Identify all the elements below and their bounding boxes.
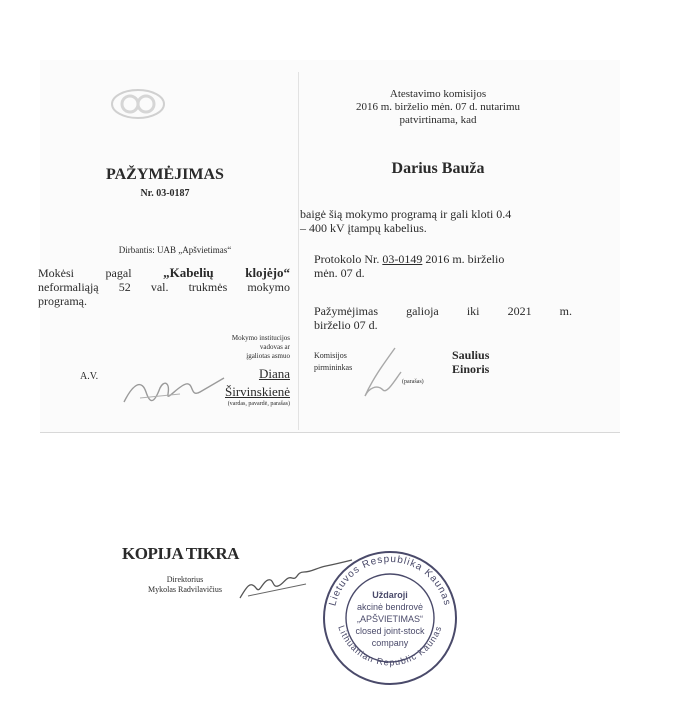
stamp-line-4: closed joint-stock <box>355 626 425 636</box>
stamp-line-5: company <box>371 638 409 648</box>
seal-placeholder-label: A.V. <box>80 371 99 382</box>
sign-caption: (parašas) <box>402 379 424 385</box>
commission-label <box>314 350 352 374</box>
chair-last-name: Einoris <box>452 362 490 376</box>
signature-right <box>355 344 415 404</box>
stamp-line-2: akcinė bendrovė <box>356 602 424 612</box>
stamp-line-1: Uždaroji <box>372 590 408 600</box>
course-paragraph <box>38 266 290 308</box>
protocol-prefix: Protokolo Nr. <box>314 252 380 266</box>
copy-role: Direktorius <box>166 575 204 584</box>
copy-signer <box>130 575 240 595</box>
course-line-3: programą. <box>38 294 87 308</box>
commission-header <box>318 88 558 127</box>
certificate-title: PAŽYMĖJIMAS <box>106 166 224 183</box>
institution-block <box>150 334 290 361</box>
chair-name <box>452 348 489 376</box>
protocol-suffix: 2016 m. birželio <box>425 252 505 266</box>
issuer-line: Dirbantis: UAB „Apšvietimas“ <box>118 245 232 255</box>
signer-first-name: Diana <box>258 366 290 381</box>
stamp-outer-text: Lietuvos Respublika Kaunas <box>327 553 453 608</box>
stamp-bottom-text: Lithuanian Republic Kaunas <box>336 624 444 668</box>
validity-paragraph <box>314 304 572 332</box>
course-word-2: pagal <box>105 266 132 280</box>
protocol-number: 03-0149 <box>382 252 423 266</box>
completion-paragraph <box>300 207 562 235</box>
completion-line-2: – 400 kV įtampų kabelius. <box>300 221 427 235</box>
institution-line-2: vadovas ar <box>259 343 290 351</box>
company-stamp <box>318 548 462 688</box>
chair-first-name: Saulius <box>452 348 490 362</box>
signer-last-name: Širvinskienė <box>225 384 290 399</box>
header-line-2: 2016 m. birželio mėn. 07 d. nutarimu <box>355 101 521 113</box>
course-word-1: Mokėsi <box>38 266 74 280</box>
commission-label-2: pirmininkas <box>314 363 353 372</box>
signer-caption: (vardas, pavardė, parašas) <box>227 401 290 407</box>
protocol-paragraph <box>314 252 572 280</box>
validity-line-2: birželio 07 d. <box>314 318 378 332</box>
course-word-3: „Kabelių <box>163 265 214 280</box>
institution-line-1: Mokymo institucijos <box>231 334 290 342</box>
header-line-1: Atestavimo komisijos <box>389 88 487 100</box>
holder-name: Darius Bauža <box>391 160 485 177</box>
fold-line <box>298 72 299 430</box>
certificate-number: Nr. 03-0187 <box>140 188 190 199</box>
course-word-4: klojėjo“ <box>245 265 290 280</box>
protocol-line-2: mėn. 07 d. <box>314 266 365 280</box>
company-logo <box>108 86 168 122</box>
completion-line-1: baigė šią mokymo programą ir gali kloti 0.4 <box>300 207 512 221</box>
copy-heading: KOPIJA TIKRA <box>122 544 239 563</box>
stamp-line-3: „APŠVIETIMAS“ <box>356 614 424 624</box>
validity-line-1: Pažymėjimas galioja iki 2021 m. <box>314 304 572 318</box>
commission-label-1: Komisijos <box>314 351 347 360</box>
course-line-2: neformaliąją 52 val. trukmės mokymo <box>38 280 290 294</box>
institution-line-3: įgaliotas asmuo <box>246 352 290 360</box>
header-line-3: patvirtinama, kad <box>399 114 477 126</box>
copy-person: Mykolas Radvilavičius <box>148 585 222 594</box>
